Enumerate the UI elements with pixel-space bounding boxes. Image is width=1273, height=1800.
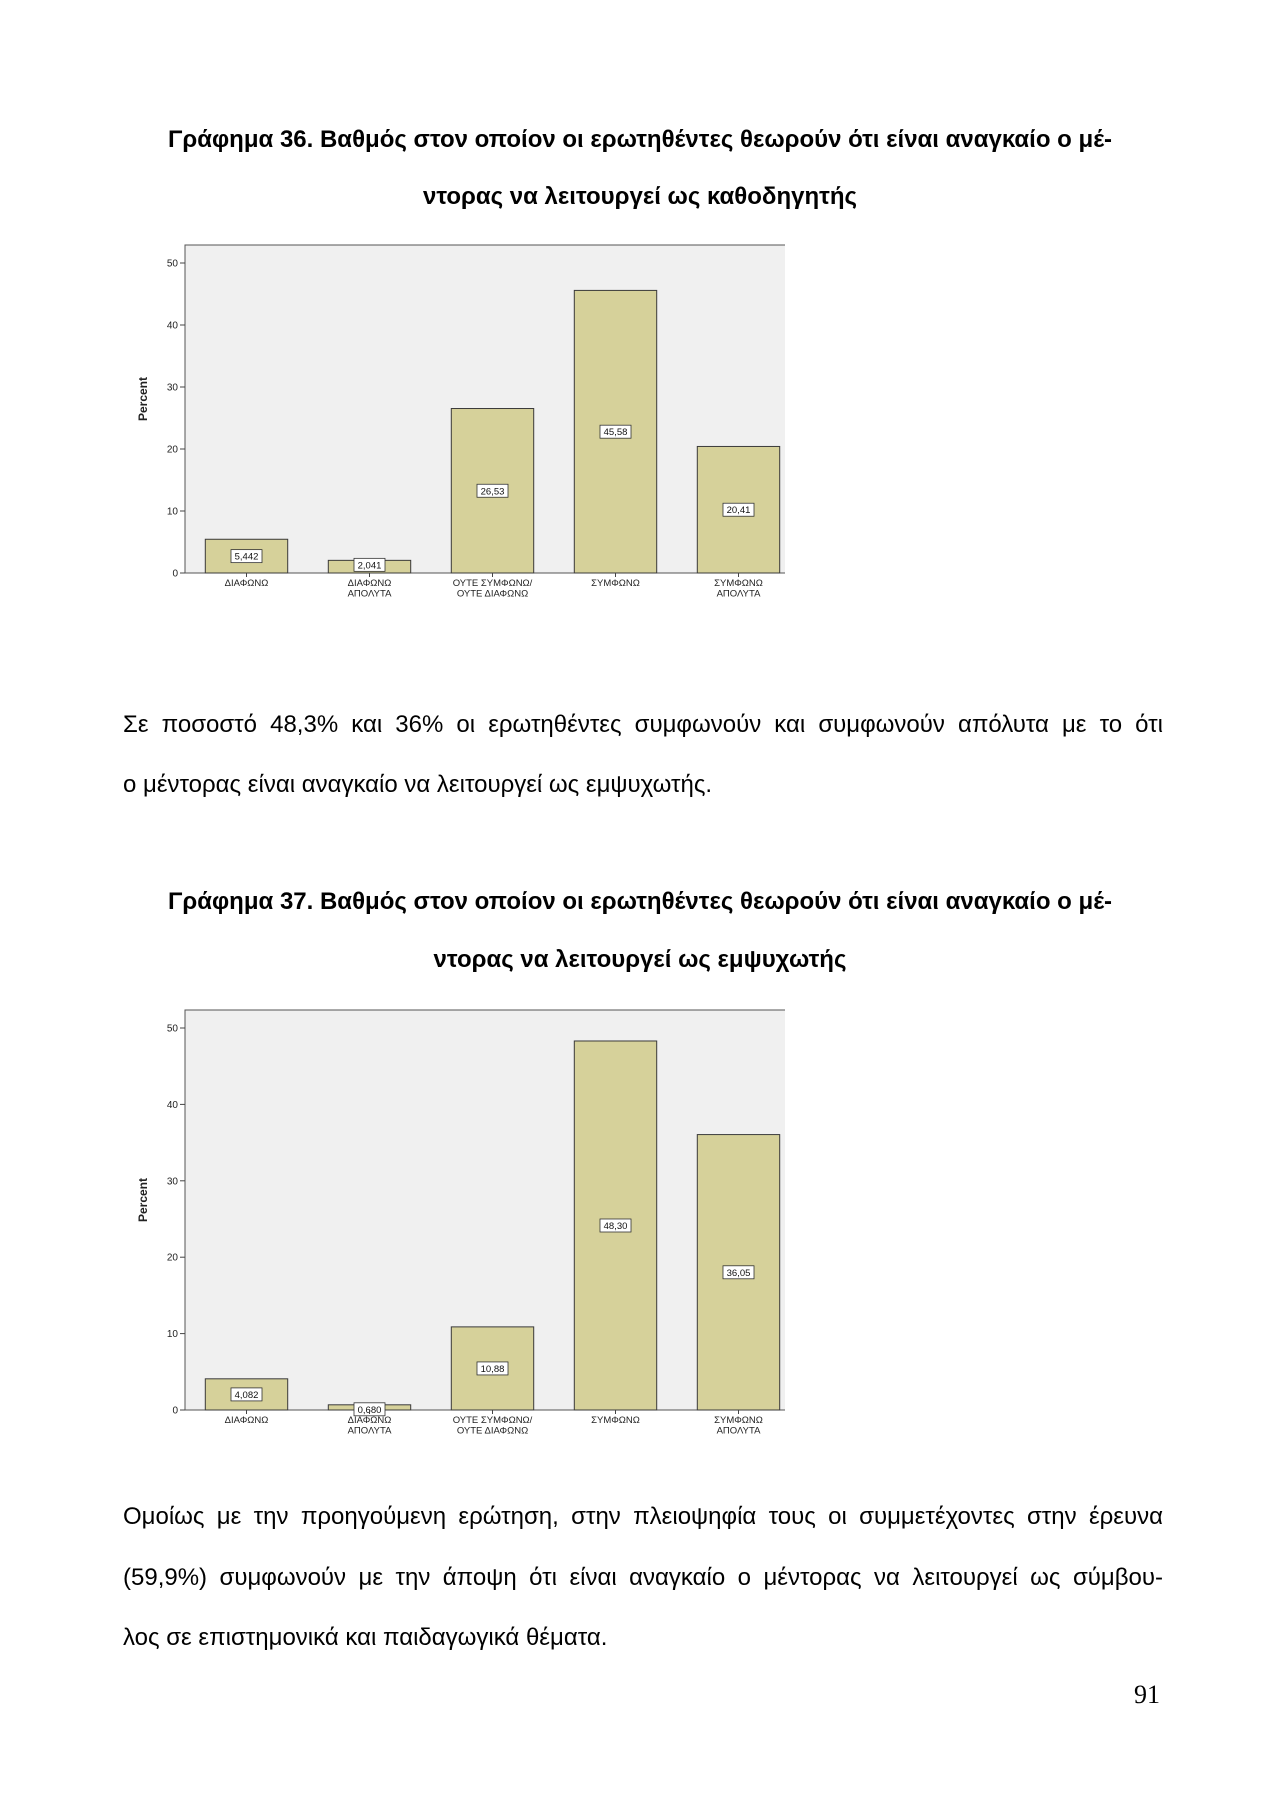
- chart-36-caption-line-1: Γράφημα 36. Βαθμός στον οποίον οι ερωτηθέντες θεωρούν ότι είναι αναγκαίο ο μέ-: [167, 126, 1113, 153]
- chart-36: [125, 240, 785, 630]
- y-tick-label: 50: [166, 1023, 178, 1035]
- paragraph-1-line-2: ο μέντορας είναι αναγκαίο να λειτουργεί ως εμψυχωτής.: [123, 771, 713, 798]
- paragraph-2-line-3: λος σε επιστημονικά και παιδαγωγικά θέματα.: [123, 1624, 608, 1651]
- data-label: 26,53: [480, 486, 505, 498]
- x-tick-label: ΣΥΜΦΩΝΩ: [591, 1415, 640, 1426]
- y-tick-label: 10: [166, 1329, 178, 1341]
- page-number: 91: [1134, 1680, 1160, 1709]
- y-tick-label: 50: [166, 258, 178, 270]
- x-tick-label: ΣΥΜΦΩΝΩ: [591, 578, 640, 589]
- x-tick-label: ΑΠΟΛΥΤΑ: [716, 1425, 761, 1437]
- y-axis-label: Percent: [136, 1177, 150, 1223]
- paragraph-2-line-1: Ομοίως με την προηγούμενη ερώτηση, στην πλειοψηφία τους οι συμμετέχοντες στην έρευνα: [123, 1503, 1163, 1530]
- data-label: 45,58: [603, 427, 628, 439]
- y-tick-label: 40: [166, 1099, 178, 1111]
- y-tick-label: 20: [166, 1252, 178, 1264]
- chart-37-caption-line-2: ντορας να λειτουργεί ως εμψυχωτής: [433, 946, 847, 973]
- y-axis-label: Percent: [136, 376, 150, 422]
- chart-36-caption-line-2: ντορας να λειτουργεί ως καθοδηγητής: [422, 183, 858, 210]
- chart-37: [125, 1005, 785, 1475]
- data-label: 2,041: [357, 560, 382, 572]
- x-tick-label: ΟΥΤΕ ΔΙΑΦΩΝΩ: [456, 588, 529, 600]
- y-tick-label: 0: [172, 568, 178, 580]
- data-label: 48,30: [603, 1220, 628, 1232]
- x-tick-label: ΑΠΟΛΥΤΑ: [347, 1425, 392, 1437]
- y-tick-label: 20: [166, 444, 178, 456]
- y-tick-label: 30: [166, 1176, 178, 1188]
- chart-37-caption-line-1: Γράφημα 37. Βαθμός στον οποίον οι ερωτηθέντες θεωρούν ότι είναι αναγκαίο ο μέ-: [167, 888, 1113, 915]
- x-tick-label: ΔΙΑΦΩΝΩ: [347, 578, 392, 589]
- data-label: 20,41: [726, 505, 751, 517]
- x-tick-label: ΔΙΑΦΩΝΩ: [224, 1415, 269, 1426]
- paragraph-2-line-2: (59,9%) συμφωνούν με την άποψη ότι είναι αναγκαίο ο μέντορας να λειτουργεί ως σύμβου-: [123, 1564, 1163, 1591]
- x-tick-label: ΔΙΑΦΩΝΩ: [224, 578, 269, 589]
- chart-36-svg: [125, 240, 785, 630]
- chart-37-svg: [125, 1005, 785, 1475]
- paragraph-1-line-1: Σε ποσοστό 48,3% και 36% οι ερωτηθέντες συμφωνούν και συμφωνούν απόλυτα με το ότι: [123, 711, 1163, 738]
- x-tick-label: ΣΥΜΦΩΝΩ: [714, 1415, 763, 1426]
- x-tick-label: ΑΠΟΛΥΤΑ: [716, 588, 761, 600]
- y-tick-label: 30: [166, 382, 178, 394]
- x-tick-label: ΟΥΤΕ ΔΙΑΦΩΝΩ: [456, 1425, 529, 1437]
- data-label: 36,05: [726, 1267, 751, 1279]
- data-label: 0,680: [357, 1404, 382, 1416]
- x-tick-label: ΟΥΤΕ ΣΥΜΦΩΝΩ/: [452, 578, 533, 589]
- data-label: 5,442: [234, 551, 259, 563]
- x-tick-label: ΟΥΤΕ ΣΥΜΦΩΝΩ/: [452, 1415, 533, 1426]
- data-label: 10,88: [480, 1363, 505, 1375]
- x-tick-label: ΣΥΜΦΩΝΩ: [714, 578, 763, 589]
- y-tick-label: 0: [172, 1405, 178, 1417]
- data-label: 4,082: [234, 1389, 259, 1401]
- y-tick-label: 10: [166, 506, 178, 518]
- y-tick-label: 40: [166, 320, 178, 332]
- x-tick-label: ΑΠΟΛΥΤΑ: [347, 588, 392, 600]
- x-tick-label: ΔΙΑΦΩΝΩ: [347, 1415, 392, 1426]
